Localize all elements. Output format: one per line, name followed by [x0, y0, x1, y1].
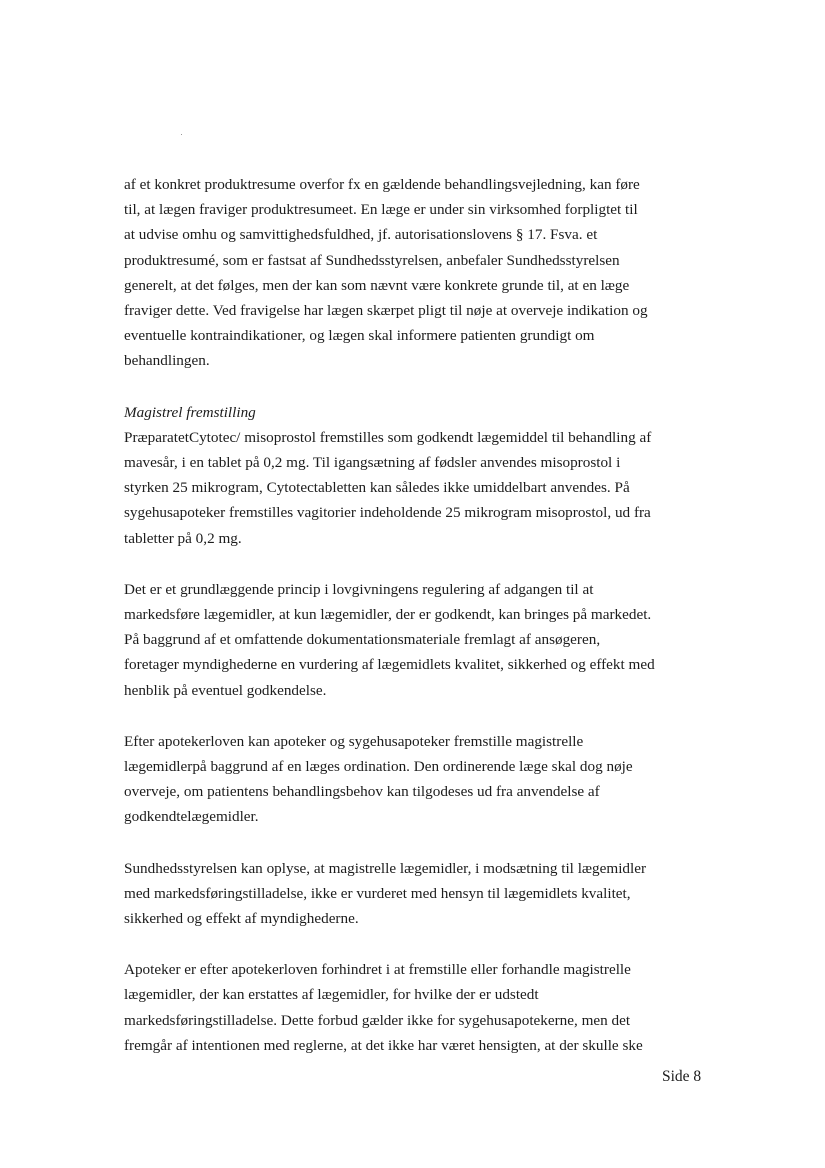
scan-speck — [181, 134, 182, 135]
text-line: sygehusapoteker fremstilles vagitorier indeholdende 25 mikrogram misoprostol, ud fra — [124, 504, 651, 522]
text-line: til, at lægen fraviger produktresumeet. En læge er under sin virksomhed forpligtet til — [124, 201, 638, 219]
section-heading: Magistrel fremstilling — [124, 403, 256, 421]
text-line: foretager myndighederne en vurdering af lægemidlets kvalitet, sikkerhed og effekt med — [124, 656, 655, 674]
paragraph-product-summary — [124, 172, 648, 374]
text-line: produktresumé, som er fastsat af Sundhedsstyrelsen, anbefaler Sundhedsstyrelsen — [124, 251, 620, 269]
text-line: mavesår, i en tablet på 0,2 mg. Til igangsætning af fødsler anvendes misoprostol i — [124, 454, 621, 472]
text-line: godkendtelægemidler. — [124, 808, 259, 826]
document-body — [124, 172, 655, 1058]
text-line: PræparatetCytotec/ misoprostol fremstilles som godkendt lægemiddel til behandling af — [124, 428, 652, 446]
text-line: lægemidlerpå baggrund af en læges ordination. Den ordinerende læge skal dog nøje — [124, 758, 633, 776]
text-line: generelt, at det følges, men der kan som nævnt være konkrete grunde til, at en læge — [124, 276, 630, 294]
text-line: Apoteker er efter apotekerloven forhindret i at fremstille eller forhandle magistrelle — [124, 961, 631, 979]
text-line: henblik på eventuel godkendelse. — [124, 681, 327, 699]
text-line: tabletter på 0,2 mg. — [124, 529, 242, 547]
paragraph-spacer — [124, 931, 644, 957]
text-line: På baggrund af et omfattende dokumentationsmateriale fremlagt af ansøgeren, — [124, 631, 601, 649]
text-line: behandlingen. — [124, 352, 210, 370]
paragraph-spacer — [124, 830, 644, 856]
paragraph-authority-statement — [124, 856, 647, 932]
paragraph-spacer — [124, 703, 644, 729]
text-line: overveje, om patientens behandlingsbehov kan tilgodeses ud fra anvendelse af — [124, 783, 600, 801]
text-line: Efter apotekerloven kan apoteker og sygehusapoteker fremstille magistrelle — [124, 732, 584, 750]
text-line: fraviger dette. Ved fravigelse har lægen skærpet pligt til nøje at overveje indikation og — [124, 302, 648, 320]
text-line: at udvise omhu og samvittighedsfuldhed, jf. autorisationslovens § 17. Fsva. et — [124, 226, 598, 244]
text-line: fremgår af intentionen med reglerne, at det ikke har været hensigten, at der skulle ske — [124, 1036, 643, 1054]
page-number: Side 8 — [662, 1068, 702, 1085]
text-line: markedsføre lægemidler, at kun lægemidler, der er godkendt, kan bringes på markedet. — [124, 606, 652, 624]
text-line: eventuelle kontraindikationer, og lægen skal informere patienten grundigt om — [124, 327, 595, 345]
paragraph-pharmacy-act — [124, 729, 644, 830]
text-line: sikkerhed og effekt af myndighederne. — [124, 910, 359, 928]
text-line: af et konkret produktresume overfor fx en gældende behandlingsvejledning, kan føre — [124, 176, 640, 193]
paragraph-marketing-principle — [124, 577, 655, 703]
text-line: markedsføringstilladelse. Dette forbud gælder ikke for sygehusapotekerne, men det — [124, 1011, 631, 1029]
text-line: Det er et grundlæggende princip i lovgivningens regulering af adgangen til at — [124, 580, 594, 598]
text-line: styrken 25 mikrogram, Cytotectabletten kan således ikke umiddelbart anvendes. På — [124, 479, 630, 497]
text-line: med markedsføringstilladelse, ikke er vurderet med hensyn til lægemidlets kvalitet, — [124, 884, 631, 902]
paragraph-pharmacy-restriction — [124, 957, 644, 1058]
text-line: lægemidler, der kan erstattes af lægemidler, for hvilke der er udstedt — [124, 986, 539, 1004]
paragraph-spacer — [124, 551, 644, 577]
paragraph-magistral-preparation — [124, 425, 652, 551]
paragraph-spacer — [124, 374, 644, 400]
text-line: Sundhedsstyrelsen kan oplyse, at magistrelle lægemidler, i modsætning til lægemidler — [124, 859, 647, 877]
